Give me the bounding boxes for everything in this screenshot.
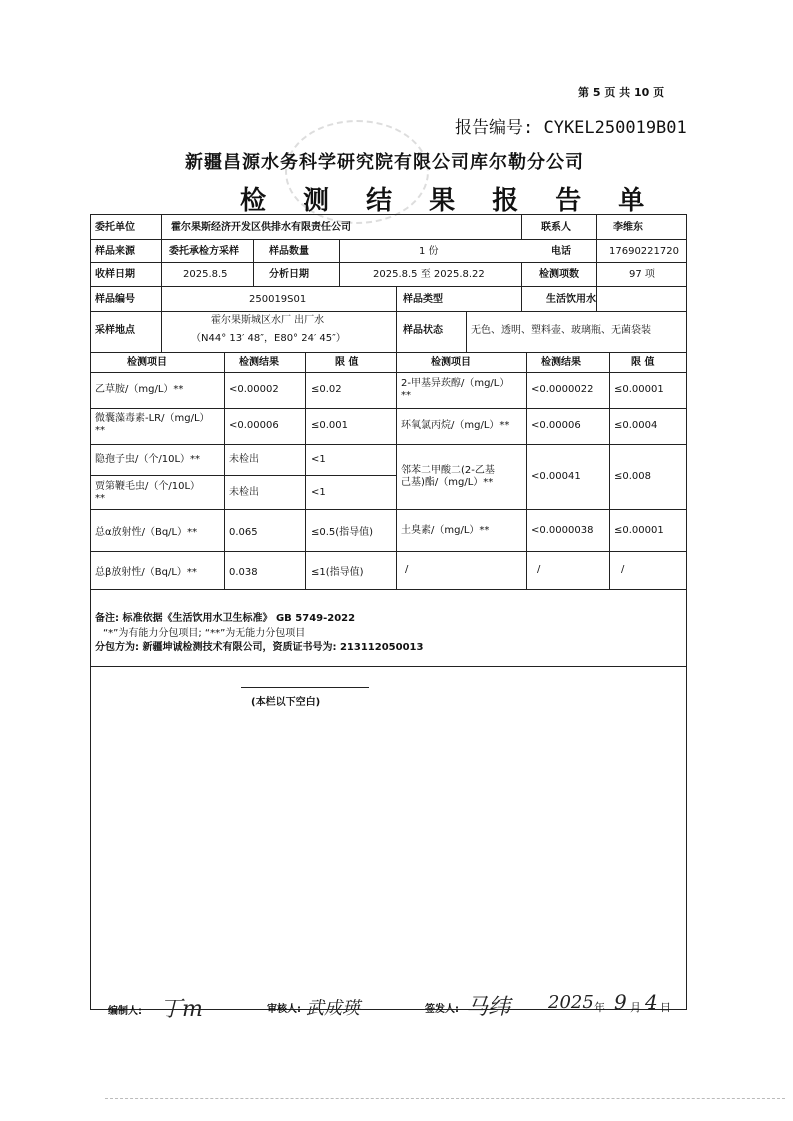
right-row-4-limit: ≤0.00001	[614, 525, 664, 536]
source-value: 委托承检方采样	[169, 246, 239, 257]
right-row-1-item: 2-甲基异莰醇/（mg/L）	[401, 378, 510, 389]
receive-date-value: 2025.8.5	[183, 269, 228, 280]
site-label: 采样地点	[95, 325, 135, 336]
left-row-1-result: <0.00002	[229, 384, 279, 395]
phone-label: 电话	[551, 246, 571, 257]
left-row-1-limit: ≤0.02	[311, 384, 342, 395]
right-row-4-result: <0.0000038	[531, 525, 594, 536]
report-title: 检 测 结 果 报 告 单	[240, 186, 659, 216]
analysis-date-label: 分析日期	[269, 269, 309, 280]
date-day-unit: 日	[660, 1001, 671, 1014]
left-row-1-item: 乙草胺/（mg/L）**	[95, 384, 184, 395]
right-row-2-limit: ≤0.0004	[614, 420, 658, 431]
issued-signature-icon: 马纬	[466, 995, 511, 1020]
right-row-3-limit: ≤0.008	[614, 471, 652, 482]
organization-name: 新疆昌源水务科学研究院有限公司库尔勒分公司	[185, 152, 584, 173]
left-row-3-result: 未检出	[229, 454, 259, 465]
reviewed-signature-icon: 武成瑛	[306, 998, 360, 1019]
right-row-4-item: 土臭素/（mg/L）**	[401, 525, 490, 536]
report-number: 报告编号: CYKEL250019B01	[455, 118, 687, 138]
left-row-6-item: 总β放射性/（Bq/L）**	[95, 567, 197, 578]
contact-value: 李维东	[613, 222, 643, 233]
right-row-3-result: <0.00041	[531, 471, 581, 482]
prepared-signature-icon: 丁m	[160, 997, 203, 1022]
right-row-1-item-suffix: **	[401, 390, 411, 401]
right-row-5-limit: /	[621, 564, 625, 575]
header-result-right: 检测结果	[541, 357, 581, 368]
note-standard: 备注: 标准依据《生活饮用水卫生标准》 GB 5749-2022	[95, 613, 356, 624]
client-label: 委托单位	[95, 222, 135, 233]
header-limit-right: 限 值	[631, 357, 655, 368]
left-row-4-item-suffix: **	[95, 493, 105, 504]
left-row-5-result: 0.065	[229, 527, 258, 538]
note-subcontract-legend: “*”为有能力分包项目; “**”为无能力分包项目	[103, 628, 306, 639]
items-count-value: 97 项	[629, 269, 655, 280]
quantity-value: 1 份	[419, 246, 439, 257]
sample-no-label: 样品编号	[95, 294, 135, 305]
right-row-1-limit: ≤0.00001	[614, 384, 664, 395]
items-count-label: 检测项数	[539, 269, 579, 280]
left-row-6-result: 0.038	[229, 567, 258, 578]
right-row-3-item-suffix: 己基)酯/（mg/L）**	[401, 477, 494, 488]
header-item-right: 检测项目	[431, 357, 471, 368]
reviewed-by-label: 审核人:	[267, 1004, 301, 1015]
sample-type-label: 样品类型	[403, 294, 443, 305]
date-year-unit: 年	[594, 1001, 605, 1014]
left-row-4-result: 未检出	[229, 487, 259, 498]
blank-note: (本栏以下空白)	[251, 697, 321, 708]
sample-type-value: 生活饮用水	[546, 294, 596, 305]
sample-state-label: 样品状态	[403, 325, 443, 336]
left-row-2-limit: ≤0.001	[311, 420, 349, 431]
left-row-3-item: 隐孢子虫/（个/10L）**	[95, 454, 201, 465]
page-number: 第 5 页 共 10 页	[578, 86, 665, 99]
site-coordinates: （N44° 13′ 48″，E80° 24′ 45″）	[191, 333, 346, 344]
date-month-unit: 月	[630, 1001, 641, 1014]
date-day: 4	[645, 990, 658, 1014]
note-subcontractor: 分包方为: 新疆坤诚检测技术有限公司，资质证书号为: 213112050013	[95, 642, 424, 653]
issued-by-label: 签发人:	[425, 1004, 459, 1015]
right-row-1-result: <0.0000022	[531, 384, 594, 395]
header-limit-left: 限 值	[335, 357, 359, 368]
prepared-by-label: 编制人:	[108, 1006, 142, 1017]
report-table	[90, 214, 687, 1010]
left-row-5-item: 总α放射性/（Bq/L）**	[95, 527, 198, 538]
right-row-3-item: 邻苯二甲酸二(2-乙基	[401, 465, 495, 476]
left-row-5-limit: ≤0.5(指导值)	[311, 527, 374, 538]
left-row-2-item-suffix: **	[95, 425, 105, 436]
quantity-label: 样品数量	[269, 246, 309, 257]
header-result-left: 检测结果	[239, 357, 279, 368]
left-row-2-result: <0.00006	[229, 420, 279, 431]
right-row-2-item: 环氧氯丙烷/（mg/L）**	[401, 420, 510, 431]
date-month: 9	[614, 990, 627, 1014]
left-row-4-limit: <1	[311, 487, 326, 498]
contact-label: 联系人	[541, 222, 571, 233]
right-row-2-result: <0.00006	[531, 420, 581, 431]
footer-divider	[105, 1098, 785, 1099]
date-year: 2025	[548, 992, 594, 1013]
header-item-left: 检测项目	[127, 357, 167, 368]
sample-no-value: 250019S01	[249, 294, 307, 305]
left-row-3-limit: <1	[311, 454, 326, 465]
analysis-date-value: 2025.8.5 至 2025.8.22	[373, 269, 485, 280]
right-row-5-result: /	[537, 564, 541, 575]
client-value: 霍尔果斯经济开发区供排水有限责任公司	[171, 222, 351, 233]
phone-value: 17690221720	[609, 246, 679, 257]
sample-state-value: 无色、透明、塑料壶、玻璃瓶、无菌袋装	[471, 325, 651, 336]
source-label: 样品来源	[95, 246, 135, 257]
left-row-4-item: 贾第鞭毛虫/（个/10L）	[95, 481, 201, 492]
site-value: 霍尔果斯城区水厂 出厂水	[211, 315, 325, 326]
right-row-5-item: /	[405, 564, 409, 575]
left-row-6-limit: ≤1(指导值)	[311, 567, 364, 578]
receive-date-label: 收样日期	[95, 269, 135, 280]
left-row-2-item: 微囊藻毒素-LR/（mg/L）	[95, 413, 210, 424]
